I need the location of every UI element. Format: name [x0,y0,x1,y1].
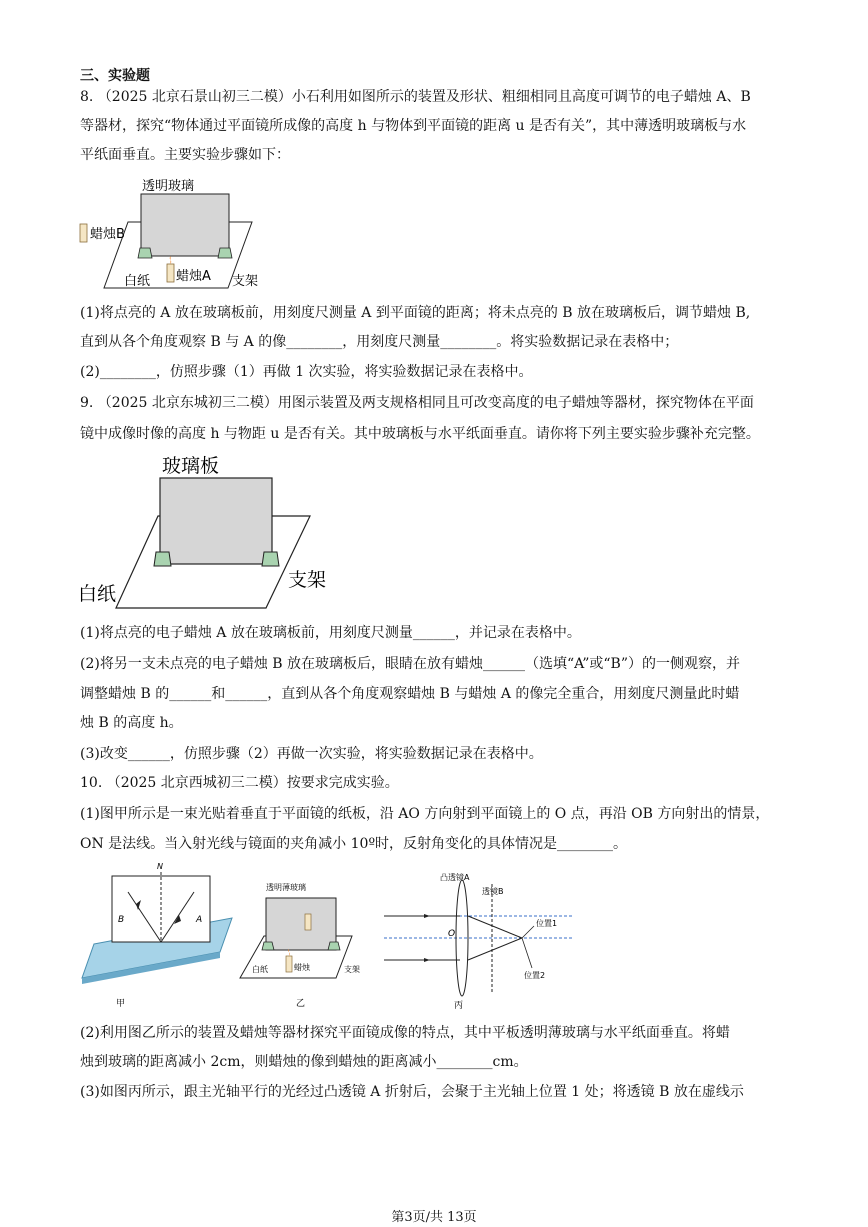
q8-line3: 平纸面垂直。主要实验步骤如下： [80,147,290,163]
q8-candle-a-icon [167,264,174,282]
q8-step1b: 直到从各个角度观察 B 与 A 的像________，用刻度尺测量________。将实验数据记录在表格中； [80,334,679,350]
bing-label-lens-b: 透镜B [482,887,504,896]
yi-stand-left [262,942,274,950]
q10-p1a: (1)图甲所示是一束光贴着垂直于平面镜的纸板，沿 AO 方向射到平面镜上的 O 点，再沿 OB 方向射出的情景， [80,806,770,822]
bing-refracted-top [468,916,522,938]
q9-stand-right [262,552,279,566]
q9-figure [76,450,346,615]
q8-stand-left [138,248,152,258]
q9-step1: (1)将点亮的电子蜡烛 A 放在玻璃板前，用刻度尺测量______，并记录在表格中。 [80,625,581,641]
jia-label-n: N [157,862,163,871]
yi-candle-icon [286,956,292,972]
bing-caption: 丙 [454,1001,464,1011]
jia-label-b: B [118,915,125,925]
yi-glass-plate [266,898,336,950]
q9-label-stand: 支架 [288,569,327,591]
bing-label-pos2: 位置2 [524,971,546,980]
yi-label-stand: 支架 [344,965,360,974]
q9-step3: (3)改变______，仿照步骤（2）再做一次实验，将实验数据记录在表格中。 [80,746,543,762]
yi-caption: 乙 [296,999,306,1009]
q8-step1a: (1)将点亮的 A 放在玻璃板前，用刻度尺测量 A 到平面镜的距离；将未点亮的 B 放在玻璃板后，调节蜡烛 B, [80,305,751,321]
bing-arrow-bottom [424,958,430,962]
q8-label-paper: 白纸 [124,274,151,289]
q8-label-candle-a: 蜡烛A [176,269,211,284]
bing-arrow-top [424,914,430,918]
q8-line1: 8. （2025 北京石景山初三二模）小石利用如图所示的装置及形状、粗细相同且高度可调节的电子蜡烛 A、B [80,89,751,105]
q9-line2: 镜中成像时像的高度 h 与物距 u 是否有关。其中玻璃板与水平纸面垂直。请你将下列主要实验步骤补充完整。 [80,426,760,442]
page-footer: 第3页/共 13页 [391,1210,477,1225]
bing-label-o: O [448,929,456,939]
yi-label-candle: 蜡烛 [294,963,310,972]
yi-label-glass: 透明薄玻璃 [266,883,306,892]
yi-candle-image-icon [305,914,311,930]
q8-flame-icon [170,256,171,264]
q8-step2: (2)________，仿照步骤（1）再做 1 次实验，将实验数据记录在表格中。 [80,364,533,380]
q8-line2: 等器材，探究“物体通过平面镜所成像的高度 h 与物体到平面镜的距离 u 是否有关”，其中薄透明玻璃板与水 [80,118,747,134]
q9-stand-left [154,552,171,566]
jia-label-a: A [196,915,203,925]
bing-pointer-2 [522,938,532,968]
q9-step2c: 烛 B 的高度 h。 [80,715,183,731]
q8-candle-b-icon [80,224,87,242]
bing-refracted-bottom [468,938,522,960]
q10-figure-jia [78,858,238,1010]
q8-label-stand: 支架 [232,274,259,289]
yi-stand-right [328,942,340,950]
bing-label-lens-a: 凸透镜A [440,873,470,882]
q10-p1b: ON 是法线。当入射光线与镜面的夹角减小 10º时，反射角变化的具体情况是________。 [80,836,628,852]
q10-figure-bing [380,864,580,1014]
q9-step2b: 调整蜡烛 B 的______和______，直到从各个角度观察蜡烛 B 与蜡烛 A 的像完全重合，用刻度尺测量此时蜡 [80,686,740,702]
q9-label-paper: 白纸 [78,583,117,605]
q8-stand-right [218,248,232,258]
jia-caption: 甲 [116,999,126,1009]
q8-figure [76,172,276,292]
q8-glass-plate [141,194,229,256]
q9-glass-plate [160,478,272,564]
q8-label-candle-b: 蜡烛B [90,227,125,242]
yi-label-paper: 白纸 [252,965,268,974]
q10-p2b: 烛到玻璃的距离减小 2cm，则蜡烛的像到蜡烛的距离减小________cm。 [80,1054,528,1070]
q8-label-glass: 透明玻璃 [142,179,195,194]
q10-p3: (3)如图丙所示，跟主光轴平行的光经过凸透镜 A 折射后，会聚于主光轴上位置 1 处；将透镜 B 放在虚线示 [80,1084,744,1100]
q9-step2a: (2)将另一支未点亮的电子蜡烛 B 放在玻璃板后，眼睛在放有蜡烛______（选填“A”或“B”）的一侧观察，并 [80,656,740,672]
q10-p2a: (2)利用图乙所示的装置及蜡烛等器材探究平面镜成像的特点，其中平板透明薄玻璃与水平纸面垂直。将蜡 [80,1025,730,1041]
bing-label-pos1: 位置1 [536,919,558,928]
q9-line1: 9. （2025 北京东城初三二模）用图示装置及两支规格相同且可改变高度的电子蜡烛等器材，探究物体在平面 [80,395,754,411]
q10-figure-yi [236,872,366,1012]
bing-pointer-1 [522,926,534,938]
section-title: 三、实验题 [80,68,150,84]
q10-line1: 10. （2025 北京西城初三二模）按要求完成实验。 [80,775,399,791]
q9-label-glass: 玻璃板 [162,455,220,477]
